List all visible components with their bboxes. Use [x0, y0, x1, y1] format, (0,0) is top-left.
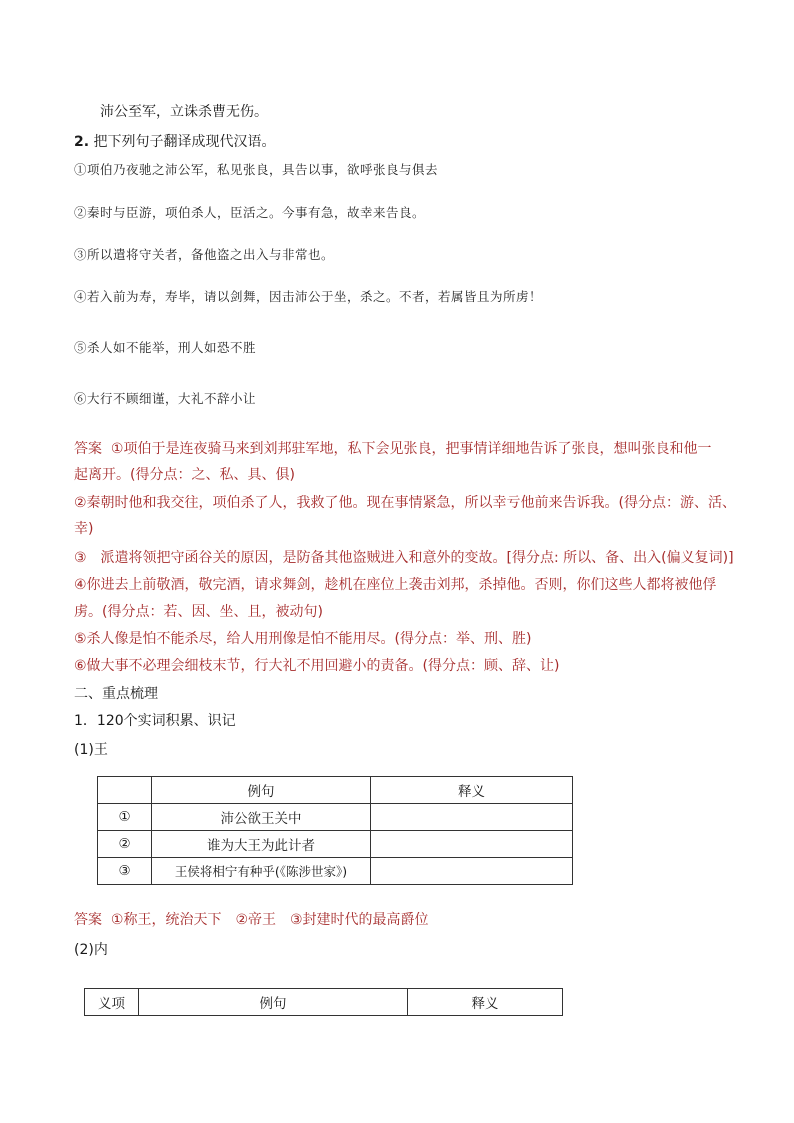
item-heading: 1．120个实词积累、识记	[74, 713, 236, 729]
answer-line-2: 起离开。(得分点：之、私、具、俱)	[74, 467, 295, 483]
meaning-cell	[371, 804, 573, 831]
table-header: 释义	[371, 777, 573, 804]
table-header: 例句	[152, 777, 371, 804]
example-sentence: 沛公欲王关中	[152, 804, 371, 831]
answer-line-6: ④你进去上前敬酒，敬完酒，请求舞剑，趁机在座位上袭击刘邦，杀掉他。否则，你们这些人都将被他俘	[74, 577, 717, 593]
answer-line-7: 虏。(得分点：若、因、坐、且，被动句)	[74, 604, 323, 620]
table-header-row	[98, 777, 573, 804]
answer-text: ①称王，统治天下 ②帝王 ③封建时代的最高爵位	[110, 912, 429, 928]
row-number: ①	[98, 804, 152, 831]
section-heading: 二、重点梳理	[74, 686, 158, 702]
question-text: 把下列句子翻译成现代汉语。	[93, 134, 276, 150]
sentence-6: ⑥大行不顾细谨，大礼不辞小让	[74, 391, 257, 406]
sentence-1: ①项伯乃夜驰之沛公军，私见张良，具告以事，欲呼张良与俱去	[74, 162, 439, 177]
example-sentence: 谁为大王为此计者	[152, 831, 371, 858]
table-header: 义项	[85, 989, 139, 1016]
sub-heading-nei: (2)内	[74, 942, 108, 958]
example-sentence: 王侯将相宁有种乎(《陈涉世家》)	[152, 858, 371, 885]
question-number: 2.	[74, 134, 90, 150]
answer-line-1: 答案 ①项伯于是连夜骑马来到刘邦驻军地，私下会见张良，把事情详细地告诉了张良，想叫张良和他一	[74, 441, 712, 457]
row-number: ③	[98, 858, 152, 885]
answer-line-5: ③ 派遣将领把守函谷关的原因，是防备其他盗贼进入和意外的变故。[得分点: 所以、备、出入(偏义复词)]	[74, 550, 734, 566]
row-number: ②	[98, 831, 152, 858]
answer-label: 答案	[74, 912, 102, 928]
answer-line-9: ⑥做大事不必理会细枝末节，行大礼不用回避小的责备。(得分点：顾、辞、让)	[74, 658, 560, 674]
sentence-2: ②秦时与臣游，项伯杀人，臣活之。今事有急，故幸来告良。	[74, 205, 426, 220]
answer-label: 答案	[74, 441, 102, 457]
meaning-cell	[371, 831, 573, 858]
table-header: 释义	[408, 989, 563, 1016]
sentence-3: ③所以遣将守关者，备他盗之出入与非常也。	[74, 247, 335, 262]
top-line: 沛公至军，立诛杀曹无伤。	[100, 104, 268, 120]
sentence-5: ⑤杀人如不能举，刑人如恐不胜	[74, 340, 257, 355]
answer-line-3: ②秦朝时他和我交往，项伯杀了人，我救了他。现在事情紧急，所以幸亏他前来告诉我。(得分点：游、活、	[74, 495, 737, 511]
meaning-cell	[371, 858, 573, 885]
sentence-4: ④若入前为寿，寿毕，请以剑舞，因击沛公于坐，杀之。不者，若属皆且为所虏！	[74, 289, 543, 304]
vocab-table-wang	[97, 776, 573, 885]
answer-line-8: ⑤杀人像是怕不能杀尽，给人用刑像是怕不能用尽。(得分点：举、刑、胜)	[74, 631, 532, 647]
table-header: 例句	[139, 989, 408, 1016]
question-2	[74, 133, 276, 151]
table-row	[98, 804, 573, 831]
table-header	[98, 777, 152, 804]
vocab-table-nei	[84, 988, 563, 1016]
sub-heading-wang: (1)王	[74, 742, 108, 758]
answer-wang	[74, 911, 429, 929]
table-row	[98, 831, 573, 858]
table-header-row	[85, 989, 563, 1016]
answer-line-4: 幸)	[74, 521, 94, 537]
table-row	[98, 858, 573, 885]
